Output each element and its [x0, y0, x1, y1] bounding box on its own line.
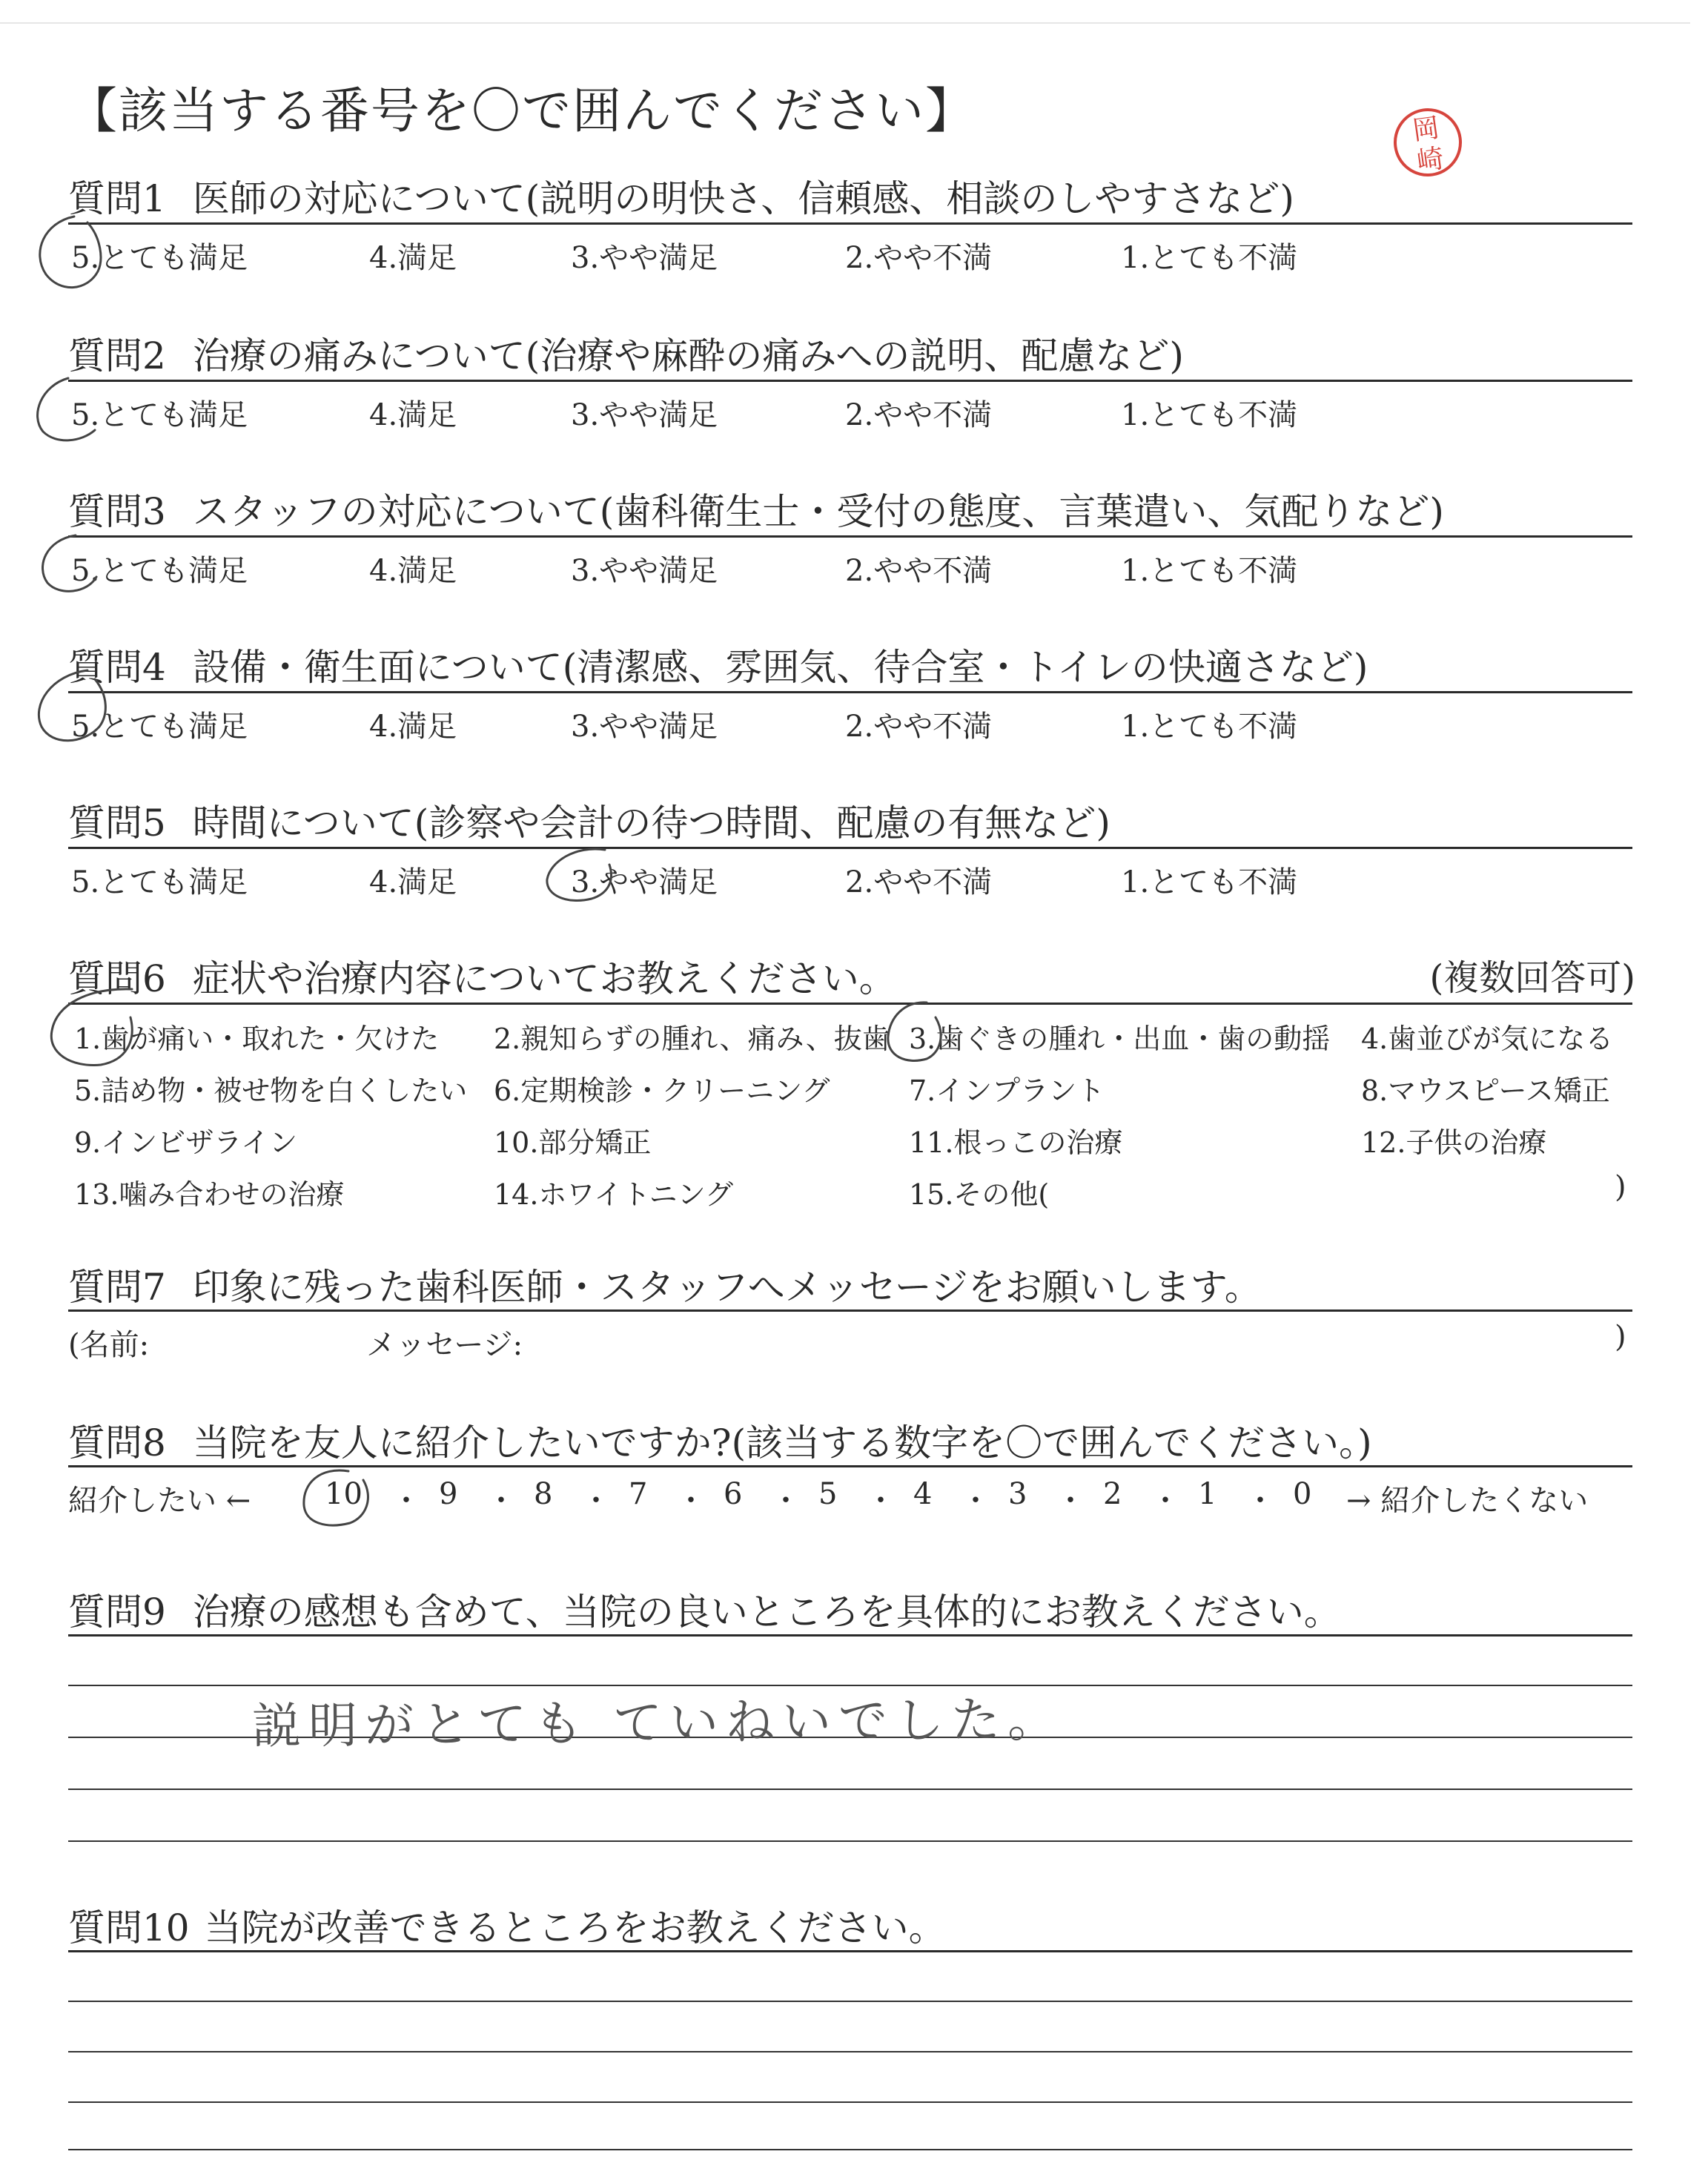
- question-7-title: [68, 1258, 1262, 1311]
- q2-option-3[interactable]: 3.やや満足: [571, 398, 718, 432]
- q2-option-2[interactable]: 2.やや不満: [845, 398, 993, 432]
- handwritten-answer[interactable]: 説明がとても ていねいでした。: [251, 1691, 1065, 1755]
- q1-option-4[interactable]: 4.満足: [369, 241, 457, 275]
- question-rule: [68, 380, 1632, 382]
- answer-line: [68, 2101, 1632, 2103]
- scale-10[interactable]: 10: [325, 1477, 363, 1511]
- question-rule: [68, 1465, 1632, 1467]
- question-text: 治療の痛みについて(治療や麻酔の痛みへの説明、配慮など): [192, 334, 1184, 377]
- question-text: 印象に残った歯科医師・スタッフへメッセージをお願いします。: [192, 1266, 1262, 1309]
- q3-option-5[interactable]: 5.とても満足: [71, 554, 248, 588]
- q2-option-5[interactable]: 5.とても満足: [71, 398, 248, 432]
- q4-option-1[interactable]: 1.とても不満: [1121, 710, 1298, 744]
- q4-option-2[interactable]: 2.やや不満: [845, 710, 993, 744]
- q3-option-1[interactable]: 1.とても不満: [1121, 554, 1298, 588]
- q4-option-5[interactable]: 5.とても満足: [71, 710, 248, 744]
- q5-option-4[interactable]: 4.満足: [369, 865, 457, 899]
- form-header: 【該当する番号を〇で囲んでください】: [68, 82, 976, 139]
- q5-option-3[interactable]: 3.やや満足: [571, 865, 718, 899]
- question-rule: [68, 1950, 1632, 1952]
- q6-choice-6[interactable]: 6.定期検診・クリーニング: [494, 1074, 830, 1107]
- scale-1[interactable]: 1: [1198, 1477, 1217, 1511]
- question-rule: [68, 222, 1632, 225]
- q6-choice-15[interactable]: 15.その他(: [909, 1178, 1050, 1211]
- q1-option-5[interactable]: 5.とても満足: [71, 241, 248, 275]
- question-number: 質問8: [68, 1421, 166, 1464]
- scale-dot: ・: [866, 1484, 896, 1518]
- answer-line: [68, 2149, 1632, 2150]
- scale-6[interactable]: 6: [724, 1477, 743, 1511]
- question-text: 治療の感想も含めて、当院の良いところを具体的にお教えください。: [192, 1591, 1341, 1634]
- question-2-title: [68, 326, 1184, 380]
- scale-dot: ・: [1245, 1484, 1275, 1518]
- question-3-title: [68, 482, 1444, 535]
- q2-option-4[interactable]: 4.満足: [369, 398, 457, 432]
- question-rule: [68, 691, 1632, 693]
- question-rule: [68, 1634, 1632, 1636]
- question-number: 質問3: [68, 490, 166, 533]
- q6-choice-13[interactable]: 13.噛み合わせの治療: [74, 1178, 345, 1211]
- q5-option-5[interactable]: 5.とても満足: [71, 865, 248, 899]
- q5-option-2[interactable]: 2.やや不満: [845, 865, 993, 899]
- scale-dot: ・: [1151, 1484, 1180, 1518]
- question-4-title: [68, 638, 1368, 691]
- q1-option-3[interactable]: 3.やや満足: [571, 241, 718, 275]
- scale-dot: ・: [676, 1484, 706, 1518]
- answer-line: [68, 1789, 1632, 1790]
- q6-choice-10[interactable]: 10.部分矯正: [494, 1126, 652, 1159]
- scale-5[interactable]: 5: [818, 1477, 838, 1511]
- scale-dot: ・: [581, 1484, 611, 1518]
- question-rule: [68, 1003, 1632, 1005]
- question-text: 医師の対応について(説明の明快さ、信頼感、相談のしやすさなど): [192, 177, 1294, 220]
- q4-option-3[interactable]: 3.やや満足: [571, 710, 718, 744]
- q3-option-4[interactable]: 4.満足: [369, 554, 457, 588]
- q6-choice-4[interactable]: 4.歯並びが気になる: [1361, 1023, 1614, 1055]
- question-number: 質問1: [68, 177, 166, 220]
- q4-option-4[interactable]: 4.満足: [369, 710, 457, 744]
- q6-choice-3[interactable]: 3.歯ぐきの腫れ・出血・歯の動揺: [909, 1023, 1331, 1055]
- scale-dot: ・: [486, 1484, 516, 1518]
- q6-choice-8[interactable]: 8.マウスピース矯正: [1361, 1074, 1610, 1107]
- recommend-left-label: 紹介したい ←: [68, 1484, 251, 1518]
- scale-dot: ・: [391, 1484, 421, 1518]
- question-text: スタッフの対応について(歯科衛生士・受付の態度、言葉遣い、気配りなど): [192, 490, 1444, 533]
- question-rule: [68, 1309, 1632, 1312]
- question-6-title: [68, 949, 896, 1003]
- scale-9[interactable]: 9: [439, 1477, 458, 1511]
- seal-stamp: 岡 崎: [1389, 104, 1466, 181]
- question-number: 質問6: [68, 957, 166, 1000]
- q1-option-2[interactable]: 2.やや不満: [845, 241, 993, 275]
- scale-4[interactable]: 4: [913, 1477, 933, 1511]
- other-close-paren: ): [1615, 1170, 1626, 1204]
- question-number: 質問4: [68, 646, 166, 689]
- question-number: 質問10: [68, 1906, 190, 1949]
- answer-line: [68, 2001, 1632, 2002]
- scale-dot: ・: [771, 1484, 801, 1518]
- q6-choice-12[interactable]: 12.子供の治療: [1361, 1126, 1547, 1159]
- question-text: 当院が改善できるところをお教えください。: [204, 1906, 946, 1949]
- question-9-title: [68, 1582, 1341, 1636]
- q5-option-1[interactable]: 1.とても不満: [1121, 865, 1298, 899]
- question-number: 質問7: [68, 1266, 166, 1309]
- q6-choice-14[interactable]: 14.ホワイトニング: [494, 1178, 734, 1211]
- message-close-paren: ): [1615, 1320, 1626, 1354]
- question-text: 症状や治療内容についてお教えください。: [192, 957, 896, 1000]
- answer-line: [68, 1840, 1632, 1842]
- q6-choice-1[interactable]: 1.歯が痛い・取れた・欠けた: [74, 1023, 440, 1055]
- recommend-right-label: → 紹介したくない: [1346, 1484, 1589, 1518]
- question-8-title: [68, 1413, 1372, 1467]
- scale-3[interactable]: 3: [1008, 1477, 1027, 1511]
- question-10-title: [68, 1898, 946, 1952]
- question-text: 当院を友人に紹介したいですか?(該当する数字を〇で囲んでください。): [192, 1421, 1372, 1464]
- q6-choice-5[interactable]: 5.詰め物・被せ物を白くしたい: [74, 1074, 468, 1107]
- question-text: 時間について(診察や会計の待つ時間、配慮の有無など): [192, 802, 1110, 845]
- question-5-title: [68, 793, 1110, 847]
- scan-edge-line: [0, 22, 1690, 24]
- question-number: 質問9: [68, 1591, 166, 1634]
- question-text: 設備・衛生面について(清潔感、雰囲気、待合室・トイレの快適さなど): [192, 646, 1368, 689]
- question-rule: [68, 847, 1632, 849]
- scale-dot: ・: [961, 1484, 990, 1518]
- question-number: 質問2: [68, 334, 166, 377]
- q6-choice-2[interactable]: 2.親知らずの腫れ、痛み、抜歯: [494, 1023, 890, 1055]
- question-rule: [68, 535, 1632, 538]
- q1-option-1[interactable]: 1.とても不満: [1121, 241, 1298, 275]
- answer-line: [68, 2051, 1632, 2052]
- scale-0[interactable]: 0: [1293, 1477, 1312, 1511]
- q6-choice-11[interactable]: 11.根っこの治療: [909, 1126, 1123, 1159]
- q6-choice-9[interactable]: 9.インビザライン: [74, 1126, 298, 1159]
- name-field-label[interactable]: (名前:: [68, 1328, 150, 1362]
- scale-dot: ・: [1056, 1484, 1085, 1518]
- q3-option-3[interactable]: 3.やや満足: [571, 554, 718, 588]
- scale-2[interactable]: 2: [1103, 1477, 1122, 1511]
- question-1-title: [68, 169, 1294, 222]
- q2-option-1[interactable]: 1.とても不満: [1121, 398, 1298, 432]
- scale-8[interactable]: 8: [534, 1477, 553, 1511]
- q6-choice-7[interactable]: 7.インプラント: [909, 1074, 1105, 1107]
- question-number: 質問5: [68, 802, 166, 845]
- q3-option-2[interactable]: 2.やや不満: [845, 554, 993, 588]
- multiple-answer-note: (複数回答可): [1429, 957, 1635, 999]
- scale-7[interactable]: 7: [629, 1477, 648, 1511]
- message-field-label[interactable]: メッセージ:: [366, 1328, 523, 1362]
